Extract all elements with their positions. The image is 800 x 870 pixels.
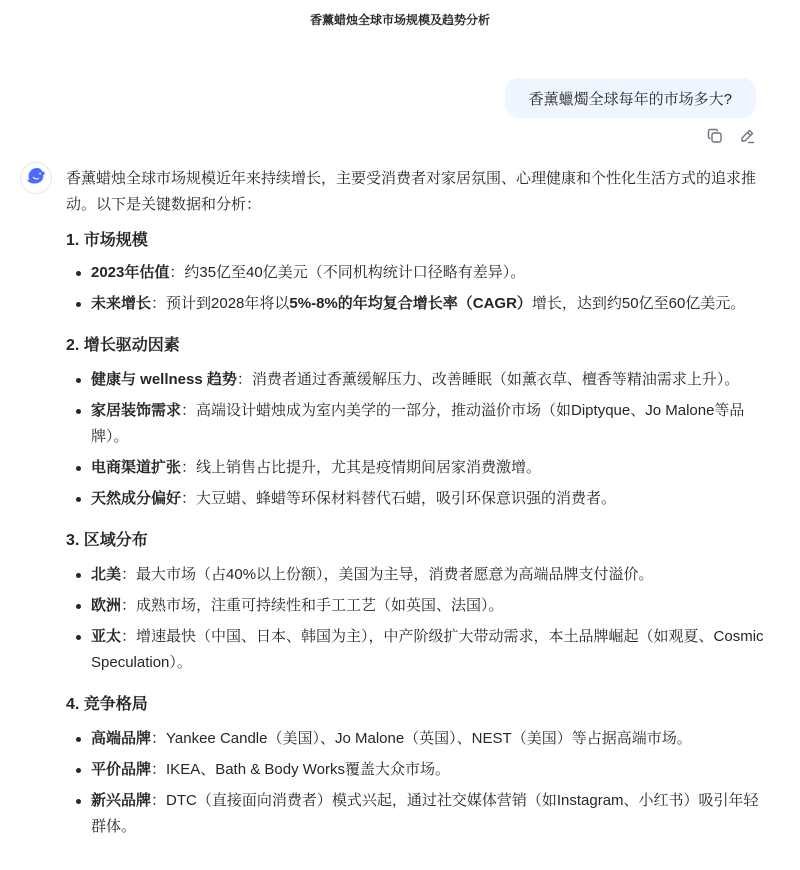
item-text: ：最大市场（占40%以上份额），美国为主导，消费者愿意为高端品牌支付溢价。 [121, 566, 654, 583]
edit-icon[interactable] [738, 127, 756, 145]
item-label: 健康与 wellness 趋势 [91, 371, 237, 388]
list-item [66, 291, 766, 317]
section-list-growth-drivers [66, 367, 766, 512]
item-text: ：IKEA、Bath & Body Works覆盖大众市场。 [151, 761, 450, 778]
list-item [66, 455, 766, 481]
section-heading-regional: 3. 区域分布 [66, 532, 148, 549]
item-label: 新兴品牌 [91, 792, 152, 809]
item-label: 未来增长 [91, 295, 152, 312]
item-label: 亚太 [91, 628, 122, 645]
item-label: 欧洲 [91, 597, 122, 614]
answer-intro: 香薰蜡烛全球市场规模近年来持续增长，主要受消费者对家居氛围、心理健康和个性化生活方式的追求推动。以下是关键数据和分析： [66, 170, 757, 213]
list-item [66, 624, 766, 676]
list-item [66, 486, 766, 512]
copy-icon[interactable] [706, 127, 724, 145]
item-label: 电商渠道扩张 [91, 459, 182, 476]
item-text: ：预计到2028年将以 [151, 295, 290, 312]
list-item [66, 726, 766, 752]
item-text: ：约35亿至40亿美元（不同机构统计口径略有差异）。 [169, 264, 526, 281]
item-label: 家居装饰需求 [91, 402, 182, 419]
list-item [66, 260, 766, 286]
section-list-market-size [66, 260, 766, 317]
user-message-text: 香薰蠟燭全球每年的市场多大? [528, 90, 732, 108]
section-heading-market-size: 1. 市场规模 [66, 232, 148, 249]
section-list-competition [66, 726, 766, 840]
item-text: ：大豆蜡、蜂蜡等环保材料替代石蜡，吸引环保意识强的消费者。 [181, 490, 617, 507]
item-text: 增长，达到约50亿至60亿美元。 [531, 295, 746, 312]
item-text: ：高端设计蜡烛成为室内美学的一部分，推动溢价市场（如Diptyque、Jo Malone等品牌）。 [91, 402, 745, 445]
assistant-avatar [20, 162, 52, 194]
item-text: ：成熟市场，注重可持续性和手工工艺（如英国、法国）。 [121, 597, 504, 614]
item-label: 2023年估值 [91, 264, 170, 281]
item-highlight: 5%-8%的年均复合增长率（CAGR） [289, 295, 532, 312]
list-item [66, 593, 766, 619]
list-item [66, 398, 766, 450]
list-item [66, 367, 766, 393]
item-text: ：增速最快（中国、日本、韩国为主），中产阶级扩大带动需求，本土品牌崛起（如观夏、Cosmic Speculation）。 [91, 628, 764, 671]
deepseek-whale-icon [25, 165, 47, 192]
assistant-answer [66, 166, 766, 840]
section-list-regional [66, 562, 766, 676]
conversation-title-text: 香薰蜡烛全球市场规模及趋势分析 [309, 12, 490, 27]
item-text: ：线上销售占比提升，尤其是疫情期间居家消费激增。 [181, 459, 542, 476]
section-heading-competition: 4. 竞争格局 [66, 696, 148, 713]
conversation-title [0, 0, 800, 38]
user-message-bubble [505, 78, 756, 118]
item-text: ：消费者通过香薰缓解压力、改善睡眠（如薰衣草、檀香等精油需求上升）。 [236, 371, 740, 388]
item-label: 天然成分偏好 [91, 490, 182, 507]
user-message-actions [706, 127, 756, 145]
item-label: 北美 [91, 566, 122, 583]
item-text: ：DTC（直接面向消费者）模式兴起，通过社交媒体营销（如Instagram、小红书）吸引年轻群体。 [91, 792, 759, 835]
item-label: 平价品牌 [91, 761, 152, 778]
list-item [66, 757, 766, 783]
item-label: 高端品牌 [91, 730, 152, 747]
section-heading-growth-drivers: 2. 增长驱动因素 [66, 337, 180, 354]
list-item [66, 788, 766, 840]
item-text: ：Yankee Candle（美国）、Jo Malone（英国）、NEST（美国）等占据高端市场。 [151, 730, 692, 747]
list-item [66, 562, 766, 588]
